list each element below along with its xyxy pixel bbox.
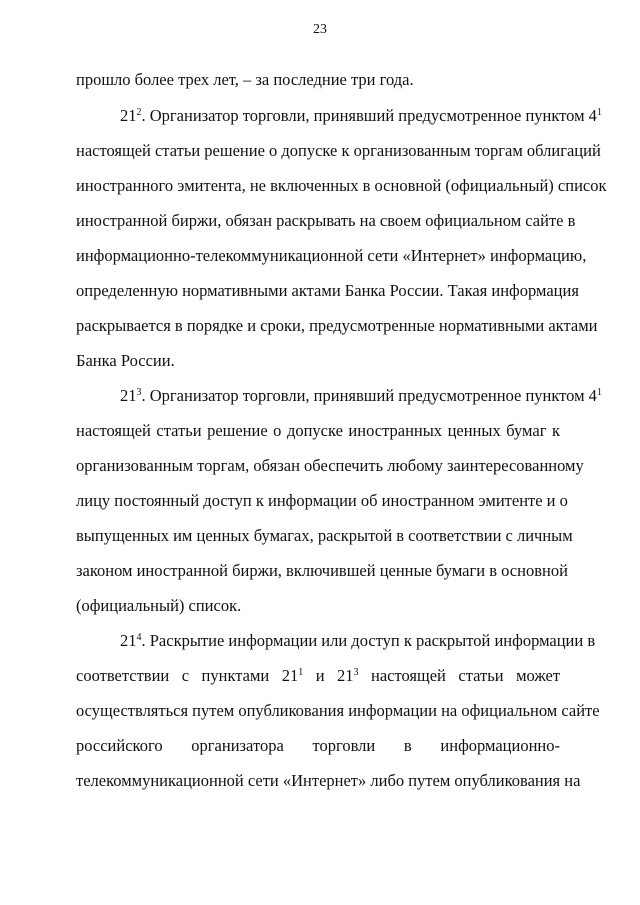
text-line-with-references: соответствии с пунктами $21^1$ и $21^3$ настоящей статьи может (76, 666, 561, 685)
text-line: настоящей статьи решение о допуске иностранных ценных бумаг к (76, 421, 560, 440)
text-line: определенную нормативными актами Банка России. Такая информация (76, 281, 579, 300)
text-line: лицу постоянный доступ к информации об иностранном эмитенте и о (76, 491, 568, 510)
text-line: раскрывается в порядке и сроки, предусмотренные нормативными актами (76, 316, 598, 335)
text-line: информационно-телекоммуникационной сети «Интернет» информацию, (76, 246, 587, 265)
paragraph-21-4-first-line: $21^4$. Раскрытие информации или доступ к раскрытой информации в (120, 631, 596, 650)
text-line: российского организатора торговли в информационно- (76, 736, 560, 755)
text-line: настоящей статьи решение о допуске к организованным торгам облигаций (76, 141, 601, 160)
clause-reference: $21^1$ (281, 666, 304, 685)
text-line: выпущенных им ценных бумагах, раскрытой в соответствии с личным (76, 526, 573, 545)
text-line: организованным торгам, обязан обеспечить любому заинтересованному (76, 456, 584, 475)
clause-number: 21 (120, 631, 137, 650)
clause-number: 21 (120, 106, 137, 125)
text-line: (официальный) список. (76, 596, 242, 615)
text-line: прошло более трех лет, – за последние три года. (76, 70, 414, 89)
clause-reference: $21^3$ (337, 666, 359, 685)
paragraph-21-3-first-line: $21^3$. Организатор торговли, принявший предусмотренное пунктом $4^1$ (120, 386, 602, 405)
text-line: иностранной биржи, обязан раскрывать на своем официальном сайте в (76, 211, 576, 230)
clause-number: 21 (120, 386, 137, 405)
page-number: 23 (313, 22, 327, 37)
text-line: осуществляться путем опубликования информации на официальном сайте (76, 701, 600, 720)
paragraph-21-2-first-line: $21^2$. Организатор торговли, принявший предусмотренное пунктом $4^1$ (120, 106, 602, 125)
text-line: телекоммуникационной сети «Интернет» либо путем опубликования на (76, 771, 581, 790)
text-line: законом иностранной биржи, включившей ценные бумаги в основной (76, 561, 568, 580)
text-line: Банка России. (76, 351, 175, 370)
text-line: иностранного эмитента, не включенных в основной (официальный) список (76, 176, 607, 195)
